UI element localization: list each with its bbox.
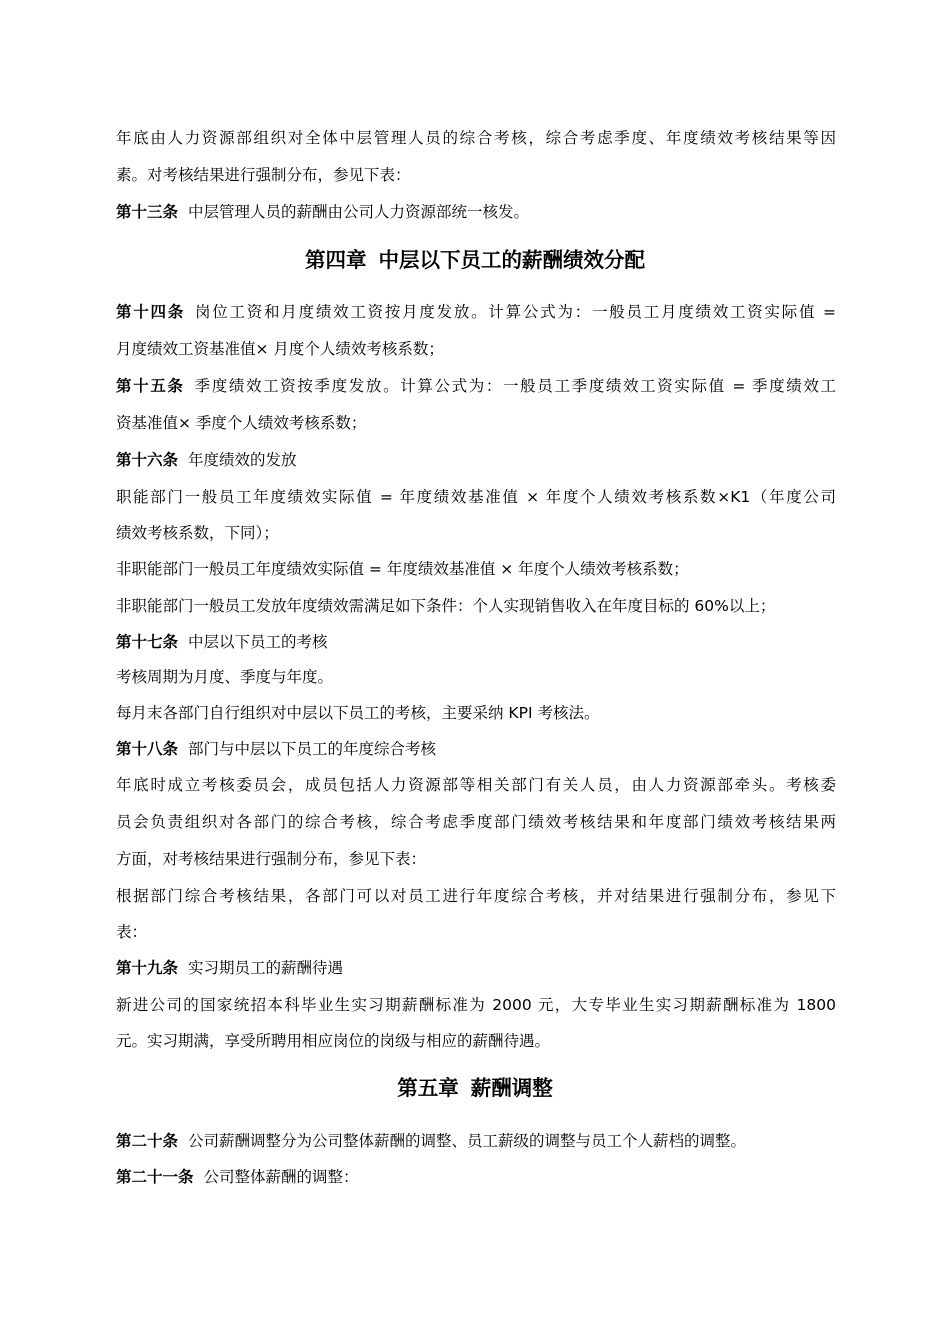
article-label: 第十五条 — [116, 377, 185, 395]
chapter-heading-4 — [0, 246, 950, 274]
paragraph-line: 年底由人力资源部组织对全体中层管理人员的综合考核，综合考虑季度、年度绩效考核结果等因 — [116, 129, 836, 147]
chapter-number: 第四章 — [305, 248, 367, 272]
article-18 — [116, 739, 836, 759]
paragraph-line: 新进公司的国家统招本科毕业生实习期薪酬标准为 2000 元，大专毕业生实习期薪酬标准为 1800 — [116, 996, 836, 1014]
paragraph-line: 素。对考核结果进行强制分布，参见下表： — [116, 166, 411, 184]
article-19 — [116, 958, 836, 978]
article-text: 中层管理人员的薪酬由公司人力资源部统一核发。 — [188, 203, 530, 221]
article-14 — [116, 302, 836, 322]
paragraph-line: 根据部门综合考核结果，各部门可以对员工进行年度综合考核，并对结果进行强制分布，参见下 — [116, 887, 836, 905]
article-text: 岗位工资和月度绩效工资按月度发放。计算公式为：一般员工月度绩效工资实际值 = — [195, 303, 836, 321]
article-label: 第十六条 — [116, 451, 179, 469]
article-label: 第二十条 — [116, 1132, 179, 1150]
article-label: 第十三条 — [116, 203, 179, 221]
article-text: 年度绩效的发放 — [188, 451, 297, 469]
article-label: 第十四条 — [116, 303, 186, 321]
paragraph-line: 资基准值× 季度个人绩效考核系数； — [116, 414, 367, 432]
chapter-number: 第五章 — [397, 1076, 459, 1100]
article-16 — [116, 450, 836, 470]
article-label: 第十七条 — [116, 633, 179, 651]
article-text: 部门与中层以下员工的年度综合考核 — [188, 740, 437, 758]
article-15 — [116, 376, 836, 396]
article-label: 第十八条 — [116, 740, 179, 758]
paragraph-line: 非职能部门一般员工发放年度绩效需满足如下条件：个人实现销售收入在年度目标的 60%以上； — [116, 597, 776, 615]
article-label: 第二十一条 — [116, 1168, 194, 1186]
article-13 — [116, 202, 836, 222]
chapter-heading-5 — [0, 1074, 950, 1102]
article-text: 公司整体薪酬的调整： — [203, 1168, 359, 1186]
article-20 — [116, 1131, 836, 1151]
paragraph-line: 方面，对考核结果进行强制分布，参见下表： — [116, 850, 427, 868]
paragraph-line: 年底时成立考核委员会，成员包括人力资源部等相关部门有关人员，由人力资源部牵头。考核委 — [116, 776, 836, 794]
paragraph-line: 元。实习期满，享受所聘用相应岗位的岗级与相应的薪酬待遇。 — [116, 1032, 551, 1050]
paragraph-line: 绩效考核系数，下同）； — [116, 524, 279, 542]
chapter-title: 薪酬调整 — [470, 1076, 553, 1100]
article-21 — [116, 1167, 836, 1187]
article-label: 第十九条 — [116, 959, 179, 977]
paragraph-line: 员会负责组织对各部门的综合考核，综合考虑季度部门绩效考核结果和年度部门绩效考核结果两 — [116, 813, 836, 831]
paragraph-line: 考核周期为月度、季度与年度。 — [116, 668, 334, 686]
paragraph-line: 每月末各部门自行组织对中层以下员工的考核，主要采纳 KPI 考核法。 — [116, 704, 600, 722]
paragraph-line: 月度绩效工资基准值× 月度个人绩效考核系数； — [116, 340, 444, 358]
article-17 — [116, 632, 836, 652]
article-text: 中层以下员工的考核 — [188, 633, 328, 651]
chapter-title: 中层以下员工的薪酬绩效分配 — [378, 248, 645, 272]
article-text: 季度绩效工资按季度发放。计算公式为：一般员工季度绩效工资实际值 = 季度绩效工 — [194, 377, 836, 395]
paragraph-line: 职能部门一般员工年度绩效实际值 = 年度绩效基准值 × 年度个人绩效考核系数×K1（年度公司 — [116, 488, 836, 506]
article-text: 实习期员工的薪酬待遇 — [188, 959, 344, 977]
paragraph-line: 非职能部门一般员工年度绩效实际值 = 年度绩效基准值 × 年度个人绩效考核系数； — [116, 560, 689, 578]
article-text: 公司薪酬调整分为公司整体薪酬的调整、员工薪级的调整与员工个人薪档的调整。 — [188, 1132, 747, 1150]
paragraph-line: 表： — [116, 923, 148, 941]
